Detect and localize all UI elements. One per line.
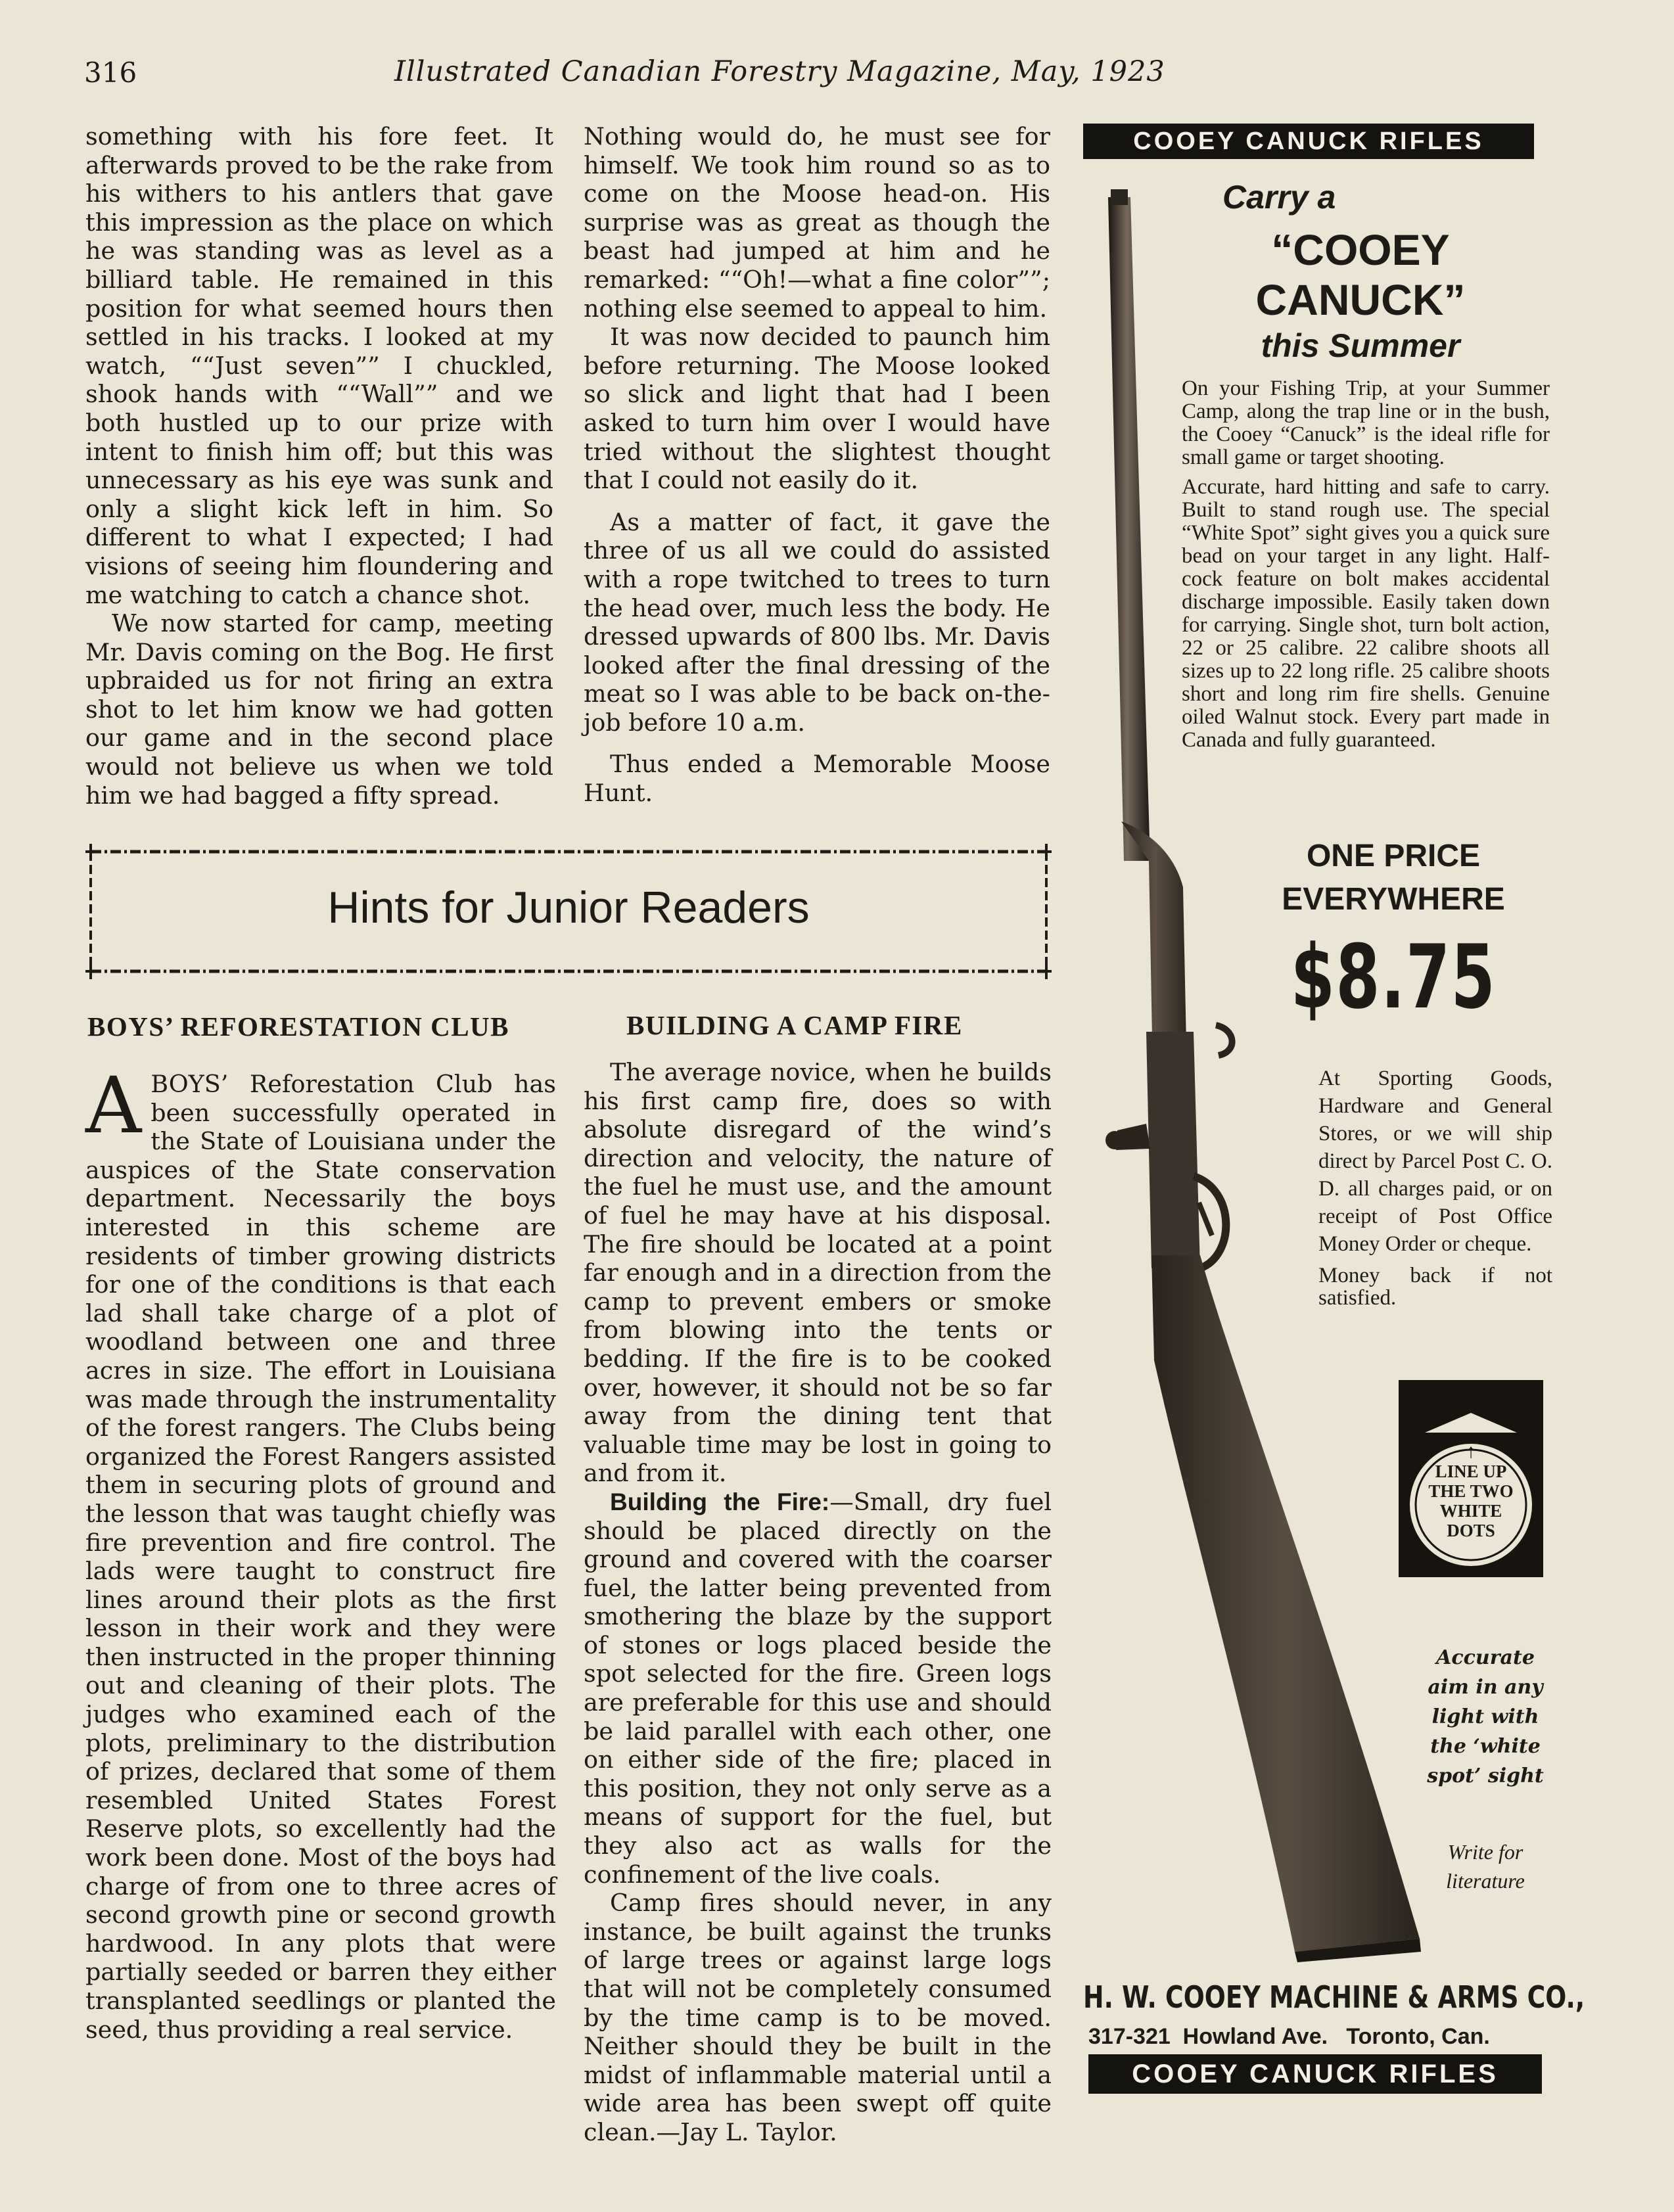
- badge-line: THE TWO: [1428, 1481, 1514, 1501]
- story-paragraph: As a matter of fact, it gave the three of us all we could do assisted with a rope twitched to trees to turn the head over, much less the body. He dressed upwards of 800 lbs. Mr. Davis looked after the final dressing of the meat so I was able to be back on-the-job before 10 a.m.: [584, 507, 1050, 737]
- ad-bottom-banner: COOEY CANUCK RIFLES: [1088, 2054, 1542, 2094]
- reforestation-article: [85, 1060, 556, 2044]
- running-header-title: Illustrated Canadian Forestry Magazine, May, 1923: [394, 55, 1165, 88]
- reforestation-body: BOYS’ Reforestation Club has been successfully operated in the State of Louisiana under the auspices of the State conservation department. Necessarily the boys interested in this scheme are residents of timber growing districts for one of the conditions is that each lad shall take charge of a plot of woodland between one and three acres in size. The effort in Louisiana was made through the instrumentality of the forest rangers. The Clubs being organized the Forest Rangers assisted them in securing plots of ground and the lesson that was taught chiefly was fire prevention and fire control. The lads were taught to construct fire lines around their plots as the first lesson in their work and they were then instructed in the proper thinning out and cleaning of their plots. The judges who examined each of the plots, preliminary to the distribution of prizes, declared that some of them resembled United States Forest Reserve plots, so excellently had the work been done. Most of the boys had charge of from one to three acres of second growth pine or second growth hardwood. In any plots that were partially seeded or barren they either transplanted seedlings or planted the seed, thus providing a real service.: [85, 1070, 556, 2044]
- story-column-2: [584, 122, 1050, 808]
- ad-features-paragraph: Accurate, hard hitting and safe to carry. Built to stand rough use. The special “White Spot” sight gives you a quick sure bead on your target in any light. Half-cock feature on bolt makes accidental discharge impossible. Easily taken down for carrying. Single shot, turn bolt action, 22 or 25 calibre. 22 calibre shoots all sizes up to 22 long rifle. 25 calibre shoots short and long rim fire shells. Genuine oiled Walnut stock. Every part made in Canada and fully guaranteed.: [1182, 475, 1550, 752]
- write-line: Write for: [1447, 1840, 1523, 1864]
- caption-line: Accurate: [1436, 1646, 1535, 1669]
- accurate-aim-caption: [1413, 1643, 1558, 1791]
- caption-line: light with: [1431, 1705, 1539, 1728]
- run-in-heading: Building the Fire:: [610, 1488, 830, 1515]
- caption-line: aim in any: [1428, 1676, 1543, 1699]
- story-paragraph: Thus ended a Memorable Moose Hunt.: [584, 750, 1050, 808]
- headline-cooey: “COOEY: [1271, 225, 1450, 274]
- caption-line: the ‘white: [1430, 1735, 1541, 1758]
- story-column-1: [85, 122, 553, 810]
- campfire-paragraph: The average novice, when he builds his first camp fire, does so with absolute disregard of the wind’s direction and velocity, the nature of the fuel he must use, and the amount of fuel he may have at his disposal. The fire should be located at a point far enough and in a direction from the camp to prevent embers or smoke from blowing into the tents or bedding. If the fire is to be cooked over, however, it should not be so far away from the dining tent that valuable time may be lost in going to and from it.: [584, 1058, 1052, 1488]
- white-dots-badge: [1399, 1380, 1543, 1577]
- ad-top-banner: COOEY CANUCK RIFLES: [1083, 124, 1534, 159]
- write-line: literature: [1446, 1869, 1525, 1893]
- availability-text: [1318, 1065, 1552, 1316]
- reforestation-heading: BOYS’ REFORESTATION CLUB: [87, 1011, 509, 1042]
- ordering-info: At Sporting Goods, Hardware and General Stores, or we will ship direct by Parcel Post C. O. D. all charges paid, or on receipt of Post Office Money Order or cheque.: [1318, 1067, 1552, 1256]
- headline-canuck: CANUCK”: [1255, 275, 1466, 324]
- campfire-article: [584, 1058, 1052, 2147]
- money-back-guarantee: Money back if not satisfied.: [1318, 1264, 1552, 1310]
- campfire-heading: BUILDING A CAMP FIRE: [626, 1010, 963, 1040]
- headline-summer: this Summer: [1261, 327, 1460, 364]
- price-value: $8.75: [1290, 926, 1497, 1028]
- ad-intro-paragraph: On your Fishing Trip, at your Summer Camp, along the trap line or in the bush, the Cooey “Canuck” is the ideal rifle for small game or target shooting.: [1182, 377, 1550, 469]
- story-paragraph: We now started for camp, meeting Mr. Davis coming on the Bog. He first upbraided us for not firing an extra shot to let him know we had gotten our game and in the second place would not believe us when we told him we had bagged a fifty spread.: [85, 609, 553, 810]
- page-number: 316: [84, 57, 137, 89]
- story-paragraph: It was now decided to paunch him before returning. The Moose looked so slick and light that had I been asked to turn him over I would have tried without the slightest thought that I could not easily do it.: [584, 323, 1050, 495]
- price-block: [1249, 835, 1538, 1033]
- company-name: H. W. COOEY MACHINE & ARMS CO.,: [1083, 1979, 1585, 2015]
- badge-line: LINE UP: [1435, 1462, 1507, 1481]
- story-paragraph: Nothing would do, he must see for himself. We took him round so as to come on the Moose head-on. His surprise was as great as though the beast had jumped at him and he remarked: ““Oh!—what a fine color””; nothing else seemed to appeal to him.: [584, 122, 1050, 323]
- section-title-box: [85, 842, 1052, 980]
- write-for-literature: [1433, 1837, 1538, 1895]
- campfire-paragraph: —Small, dry fuel should be placed directly on the ground and covered with the coarser fuel, the latter being prevented from smothering the blaze by the support of stones or logs placed beside the spot selected for the fire. Green logs are preferable for this use and should be laid parallel with each other, one on either side of the fire; placed in this position, they not only serve as a means of support for the fuel, but they also act as walls for the confinement of the live coals.: [584, 1487, 1052, 1889]
- badge-text: [1399, 1442, 1543, 1540]
- ad-body: [1182, 377, 1550, 758]
- badge-line: DOTS: [1447, 1521, 1495, 1540]
- drop-cap: A: [85, 1060, 142, 1151]
- company-address: 317-321 Howland Ave. Toronto, Can.: [1088, 2024, 1490, 2049]
- caption-line: spot’ sight: [1427, 1764, 1544, 1787]
- story-paragraph: something with his fore feet. It afterwards proved to be the rake from his withers to his antlers that gave this impression as the place on which he was standing was as level as a billiard table. He remained in this position for what seemed hours then settled in his tracks. I looked at my watch, ““Just seven”” I chuckled, shook hands with ““Wall”” and we both hustled up to our prize with intent to finish him off; but this was unnecessary as his eye was sunk and only a slight kick left in him. So different to what I expected; I had visions of seeing him floundering and me watching to catch a chance shot.: [85, 122, 553, 609]
- section-title: Hints for Junior Readers: [327, 883, 810, 933]
- campfire-paragraph: Camp fires should never, in any instance, be built against the trunks of large trees or against large logs that will not be completely consumed by the time camp is to be moved. Neither should they be built in the midst of inflammable material until a wide area has been swept off quite clean.—Jay L. Taylor.: [584, 1889, 1052, 2146]
- one-price-label: ONE PRICE: [1306, 839, 1481, 873]
- headline-carry: Carry a: [1222, 179, 1336, 216]
- ad-headline: [1183, 176, 1538, 367]
- up-arrow-icon: ↑: [1466, 1440, 1476, 1462]
- badge-line: WHITE: [1439, 1501, 1502, 1521]
- everywhere-label: EVERYWHERE: [1282, 882, 1505, 917]
